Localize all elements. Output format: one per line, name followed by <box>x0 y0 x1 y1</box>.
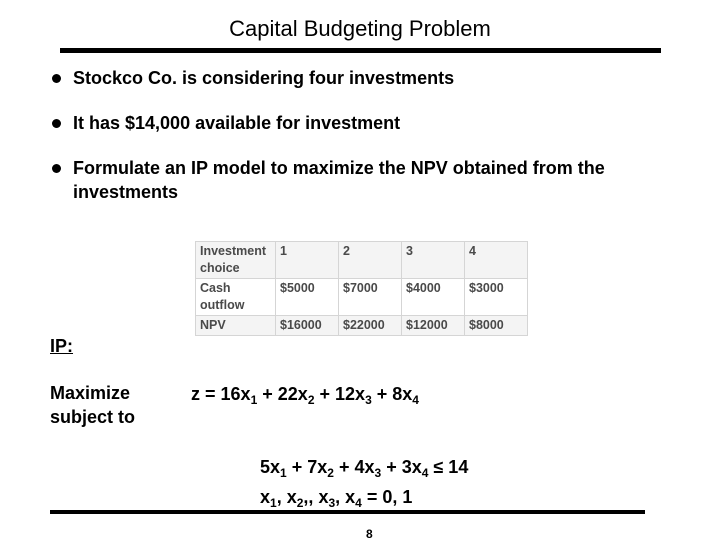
table-cell: $12000 <box>402 316 465 336</box>
maximize-label: Maximize <box>50 383 131 403</box>
term-operator: + <box>371 384 393 404</box>
term-subscript: 4 <box>412 393 419 407</box>
term-operator: + <box>314 384 336 404</box>
term-coef: 8x <box>392 384 413 404</box>
objective-lhs: z = <box>191 384 221 404</box>
constraint-budget <box>260 455 468 485</box>
term-operator: , <box>276 487 287 507</box>
table-cell: $4000 <box>402 279 465 316</box>
constraint-rhs: ≤ 14 <box>428 457 469 477</box>
term-coef: 16x <box>220 384 251 404</box>
term-subscript: 3 <box>328 496 336 510</box>
term-operator: ,, <box>303 487 319 507</box>
investment-table <box>195 241 528 336</box>
top-rule <box>60 48 661 53</box>
bullet-text: Stockco Co. is considering four investments <box>73 68 455 88</box>
bullet-dot-icon <box>52 164 61 173</box>
table-cell: 3 <box>402 242 465 279</box>
ip-heading: IP: <box>50 336 74 356</box>
term-coef: 7x <box>307 457 328 477</box>
table-cell: $7000 <box>339 279 402 316</box>
term-coef: x <box>260 487 271 507</box>
term-coef: x <box>286 487 297 507</box>
term-subscript: 1 <box>270 496 277 510</box>
table-row <box>196 316 528 336</box>
term-subscript: 2 <box>296 496 304 510</box>
term-subscript: 2 <box>327 466 334 480</box>
slide-title: Capital Budgeting Problem <box>229 16 491 41</box>
term-subscript: 1 <box>250 393 258 407</box>
term-subscript: 4 <box>355 496 362 510</box>
maximize-label-block <box>50 381 135 429</box>
bullet-dot-icon <box>52 119 61 128</box>
term-coef: 5x <box>260 457 281 477</box>
bullet-text: Formulate an IP model to maximize the NPV obtained from the investments <box>73 158 605 202</box>
bottom-rule <box>50 510 645 514</box>
table-row <box>196 279 528 316</box>
term-coef: 3x <box>401 457 422 477</box>
term-subscript: 4 <box>421 466 429 480</box>
table-cell: $22000 <box>339 316 402 336</box>
subject-to-label: subject to <box>50 407 136 427</box>
term-coef: x <box>318 487 329 507</box>
term-coef: 12x <box>335 384 366 404</box>
term-operator: , <box>335 487 346 507</box>
term-subscript: 3 <box>374 466 382 480</box>
table-cell: 4 <box>465 242 528 279</box>
term-operator: + <box>286 457 308 477</box>
table-cell: $8000 <box>465 316 528 336</box>
table-cell: $5000 <box>276 279 339 316</box>
term-operator: + <box>381 457 402 477</box>
table-cell: $16000 <box>276 316 339 336</box>
term-operator: + <box>257 384 278 404</box>
bullet-item <box>50 156 660 204</box>
term-subscript: 2 <box>307 393 315 407</box>
table-cell: Investment choice <box>196 242 276 279</box>
table-row <box>196 242 528 279</box>
table-cell: Cash outflow <box>196 279 276 316</box>
table-cell: NPV <box>196 316 276 336</box>
constraint-rhs: = 0, 1 <box>361 487 413 507</box>
table-cell: 2 <box>339 242 402 279</box>
term-coef: x <box>345 487 356 507</box>
bullet-item <box>50 66 660 90</box>
table-cell: $3000 <box>465 279 528 316</box>
constraints-block <box>260 455 468 515</box>
term-subscript: 1 <box>280 466 287 480</box>
bullet-list <box>50 66 660 225</box>
bullet-dot-icon <box>52 74 61 83</box>
bullet-text: It has $14,000 available for investment <box>73 113 401 133</box>
term-coef: 4x <box>354 457 375 477</box>
page-number: 8 <box>366 527 373 541</box>
objective-function <box>191 384 419 407</box>
bullet-item <box>50 111 660 135</box>
table-cell: 1 <box>276 242 339 279</box>
term-coef: 22x <box>277 384 308 404</box>
term-subscript: 3 <box>365 393 372 407</box>
term-operator: + <box>333 457 355 477</box>
